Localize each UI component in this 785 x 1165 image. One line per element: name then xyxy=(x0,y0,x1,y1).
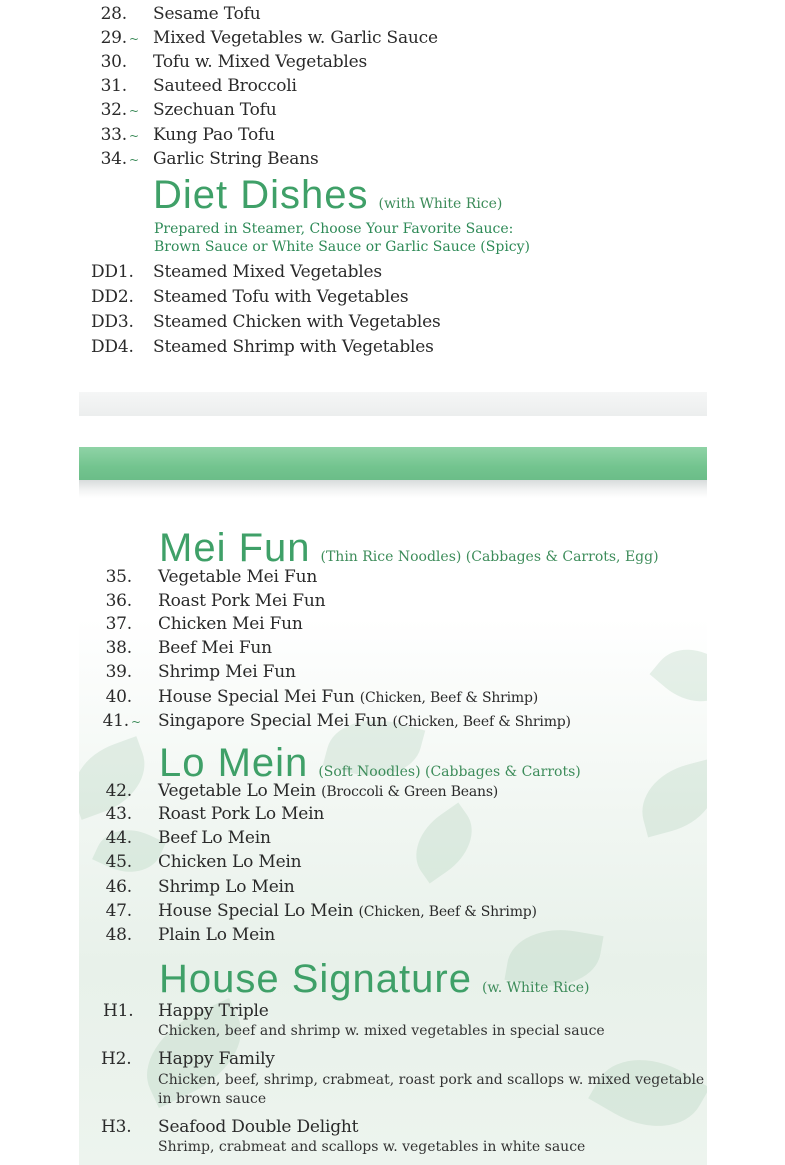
section-title-text: Diet Dishes xyxy=(153,173,369,217)
item-number: H3. xyxy=(101,1117,132,1137)
item-name: Sauteed Broccoli xyxy=(153,76,297,96)
item-name: Roast Pork Mei Fun xyxy=(158,591,326,611)
item-number: 46. xyxy=(105,877,132,897)
item-number: 47. xyxy=(105,901,132,921)
chili-pepper-icon: ~ xyxy=(129,153,139,167)
chili-pepper-icon: ~ xyxy=(129,32,139,46)
item-name: Roast Pork Lo Mein xyxy=(158,804,325,824)
item-name: Steamed Tofu with Vegetables xyxy=(153,287,409,307)
item-name: House Special Lo Mein xyxy=(158,901,354,921)
item-number: H2. xyxy=(101,1049,132,1069)
item-name: Beef Lo Mein xyxy=(158,828,271,848)
item-number: 29. xyxy=(100,28,127,48)
section-subtitle: (Thin Rice Noodles) (Cabbages & Carrots, Egg) xyxy=(320,549,659,565)
item-description: Chicken, beef, shrimp, crabmeat, roast pork and scallops w. mixed vegetable xyxy=(158,1072,705,1088)
leaf-decoration xyxy=(588,1038,707,1149)
item-number: 33. xyxy=(100,125,127,145)
section-title-text: Mei Fun xyxy=(159,526,311,570)
section-title-house-signature xyxy=(159,957,590,1002)
item-name: Vegetable Mei Fun xyxy=(158,567,318,587)
item-extra: (Chicken, Beef & Shrimp) xyxy=(392,714,571,730)
item-description: Chicken, beef and shrimp w. mixed vegetables in special sauce xyxy=(158,1023,605,1039)
item-number: 38. xyxy=(105,638,132,658)
item-name: Happy Family xyxy=(158,1049,275,1069)
divider-shadow xyxy=(79,480,707,498)
card-footer-strip xyxy=(79,392,707,416)
item-extra: (Chicken, Beef & Shrimp) xyxy=(359,690,539,706)
item-number: 34. xyxy=(100,149,127,169)
item-name: Garlic String Beans xyxy=(153,149,319,169)
item-number: 44. xyxy=(105,828,132,848)
item-name: Chicken Lo Mein xyxy=(158,852,302,872)
section-subtitle: (w. White Rice) xyxy=(481,980,590,996)
item-number: DD1. xyxy=(91,262,134,282)
item-number: 36. xyxy=(105,591,132,611)
item-description: Shrimp, crabmeat and scallops w. vegetables in white sauce xyxy=(158,1139,586,1155)
item-name: Seafood Double Delight xyxy=(158,1117,359,1137)
leaf-decoration xyxy=(633,759,707,838)
section-title-text: House Signature xyxy=(159,957,472,1001)
item-name: Plain Lo Mein xyxy=(158,925,275,945)
section-title-mei-fun xyxy=(159,526,659,571)
section-note: Prepared in Steamer, Choose Your Favorite Sauce: xyxy=(154,221,514,237)
item-number: DD3. xyxy=(91,312,134,332)
item-number: 43. xyxy=(105,804,132,824)
item-number: 32. xyxy=(100,100,127,120)
item-name: Chicken Mei Fun xyxy=(158,614,303,634)
item-name: Happy Triple xyxy=(158,1001,269,1021)
menu-card-top xyxy=(79,0,707,416)
item-name: Singapore Special Mei Fun xyxy=(158,711,388,731)
item-number: 42. xyxy=(105,781,132,801)
item-name: Beef Mei Fun xyxy=(158,638,272,658)
item-name: Shrimp Mei Fun xyxy=(158,662,296,682)
item-number: 40. xyxy=(105,687,132,707)
section-note: Brown Sauce or White Sauce or Garlic Sauce (Spicy) xyxy=(154,239,531,255)
section-title-diet xyxy=(153,173,502,218)
green-divider-band xyxy=(79,447,707,480)
item-name: Tofu w. Mixed Vegetables xyxy=(153,52,368,72)
item-number: H1. xyxy=(103,1001,134,1021)
item-name: Szechuan Tofu xyxy=(153,100,277,120)
chili-pepper-icon: ~ xyxy=(129,104,139,118)
section-title-text: Lo Mein xyxy=(159,741,309,785)
item-number: 37. xyxy=(105,614,132,634)
chili-pepper-icon: ~ xyxy=(129,129,139,143)
item-name: Steamed Mixed Vegetables xyxy=(153,262,382,282)
item-name: Mixed Vegetables w. Garlic Sauce xyxy=(153,28,438,48)
item-extra: (Chicken, Beef & Shrimp) xyxy=(358,904,537,920)
leaf-decoration xyxy=(650,632,707,719)
item-number: 30. xyxy=(100,52,127,72)
item-name: Sesame Tofu xyxy=(153,4,261,24)
item-number: 28. xyxy=(100,4,127,24)
section-subtitle: (with White Rice) xyxy=(378,196,503,212)
item-name: Kung Pao Tofu xyxy=(153,125,275,145)
menu-card-bottom xyxy=(79,498,707,1165)
item-name: Shrimp Lo Mein xyxy=(158,877,295,897)
section-subtitle: (Soft Noodles) (Cabbages & Carrots) xyxy=(318,764,581,780)
chili-pepper-icon: ~ xyxy=(131,715,141,729)
item-name: Vegetable Lo Mein xyxy=(158,781,316,801)
item-number: 35. xyxy=(105,567,132,587)
item-number: DD4. xyxy=(91,337,134,357)
item-name: Steamed Shrimp with Vegetables xyxy=(153,337,434,357)
leaf-decoration xyxy=(401,802,487,883)
item-name: House Special Mei Fun xyxy=(158,687,355,707)
item-number: 39. xyxy=(105,662,132,682)
section-title-lo-mein xyxy=(159,741,581,786)
item-number: 45. xyxy=(105,852,132,872)
item-number: DD2. xyxy=(91,287,134,307)
item-description: in brown sauce xyxy=(158,1091,267,1107)
item-extra: (Broccoli & Green Beans) xyxy=(321,784,499,800)
item-number: 31. xyxy=(100,76,127,96)
item-name: Steamed Chicken with Vegetables xyxy=(153,312,441,332)
item-number: 41. xyxy=(102,711,129,731)
item-number: 48. xyxy=(105,925,132,945)
